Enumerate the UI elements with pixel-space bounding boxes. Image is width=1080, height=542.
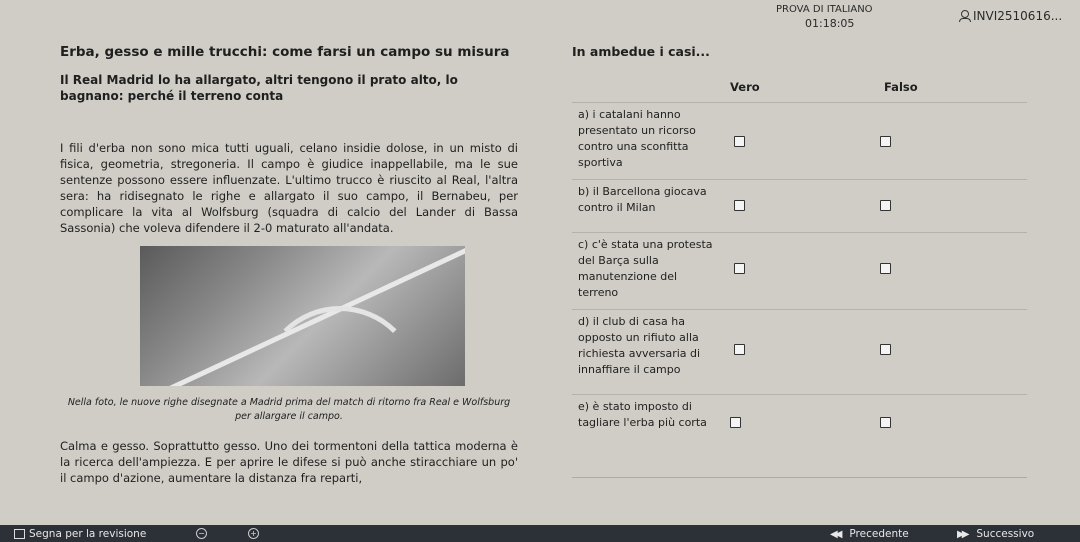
question-heading: In ambedue i casi... [572,44,710,59]
table-row [572,179,1027,232]
next-button[interactable] [957,528,1034,540]
table-header [572,74,1027,102]
user-icon [958,10,970,22]
review-toggle[interactable] [14,528,146,540]
zoom-in-icon[interactable]: + [248,528,259,539]
table-row [572,394,1027,477]
bottom-bar [0,525,1080,542]
checkbox-true-b[interactable] [734,200,745,211]
top-bar [0,0,1080,34]
statement-text: d) il club di casa ha opposto un rifiuto alla richiesta avversaria di innaffiare il campo [578,315,701,376]
prev-icon: ◀◀ [830,528,840,540]
zoom-out-icon[interactable]: − [196,528,207,539]
col-true-label: Vero [730,80,760,94]
table-row [572,232,1027,309]
user-code: INVI2510616... [973,9,1063,23]
checkbox-false-c[interactable] [880,263,891,274]
table-row [572,102,1027,179]
table-row [572,309,1027,394]
checkbox-false-e[interactable] [880,417,891,428]
exam-title: PROVA DI ITALIANO [776,4,873,15]
statement-text: e) è stato imposto di tagliare l'erba più corta [578,400,707,429]
col-false-label: Falso [884,80,918,94]
checkbox-true-d[interactable] [734,344,745,355]
review-label: Segna per la revisione [29,528,147,540]
true-false-table [572,74,1027,478]
prev-label: Precedente [849,528,909,540]
checkbox-false-b[interactable] [880,200,891,211]
photo-caption: Nella foto, le nuove righe disegnate a Madrid prima del match di ritorno fra Real e Wolfsburg per allargare il campo. [67,397,511,422]
article-title: Erba, gesso e mille trucchi: come farsi un campo su misura [60,44,510,60]
checkbox-true-c[interactable] [734,263,745,274]
statement-text: a) i catalani hanno presentato un ricorso contro una sconfitta sportiva [578,108,696,169]
statement-text: b) il Barcellona giocava contro il Milan [578,185,707,214]
statement-text: c) c'è stata una protesta del Barça sulla manutenzione del terreno [578,238,713,299]
checkbox-true-a[interactable] [734,136,745,147]
article-panel [60,44,518,486]
checkbox-true-e[interactable] [730,417,741,428]
timer: 01:18:05 [805,17,855,30]
prev-button[interactable] [830,528,909,540]
next-label: Successivo [976,528,1035,540]
pitch-arc [260,306,420,386]
checkbox-false-d[interactable] [880,344,891,355]
next-icon: ▶▶ [957,528,967,540]
article-photo [140,246,465,386]
question-panel [572,44,1027,429]
checkbox-false-a[interactable] [880,136,891,147]
article-body-continued: Calma e gesso. Soprattutto gesso. Uno dei tormentoni della tattica moderna è la ricerca dell'ampiezza. E per aprire le difese si può anche stiracchiare un po' il campo d'azione, aumentare la distanza fra reparti, [60,439,518,485]
article-subtitle: Il Real Madrid lo ha allargato, altri tengono il prato alto, lo bagnano: perché il terreno conta [60,73,458,103]
user-info [958,9,1062,23]
flag-icon [14,529,25,539]
article-body: I fili d'erba non sono mica tutti uguali, celano insidie dolose, in un misto di fisica, geometria, stregoneria. Il campo è giudice inappellabile, ma le sue sentenze possono essere influenzate. L'ultimo trucco è riuscito al Real, l'altra sera: ha ridisegnato le righe e allargato il suo campo, il Bernabeu, per complicare la vita al Wolfsburg (squadra di calcio del Lander di Bassa Sassonia) che voleva difendere il 2-0 maturato all'andata. [60,141,518,235]
